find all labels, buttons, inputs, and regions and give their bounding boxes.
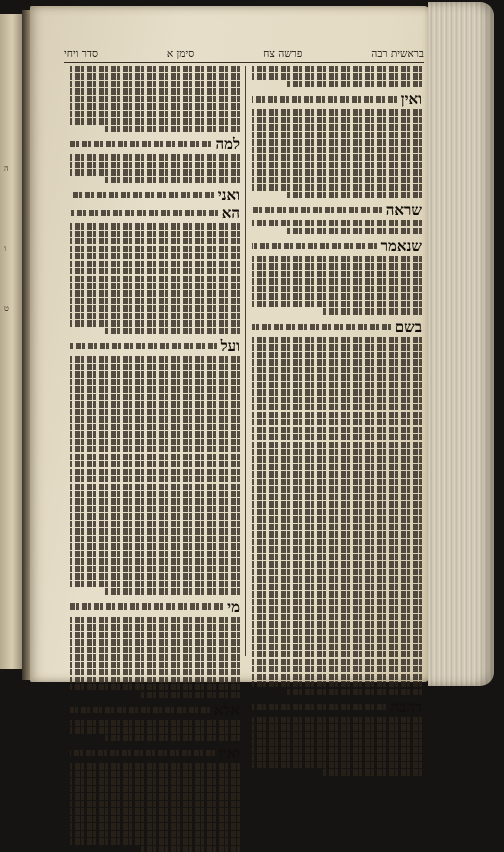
lemma-heading: ואני (217, 186, 240, 205)
column-divider (245, 66, 246, 656)
text-block (70, 154, 240, 183)
margin-mark: ט (4, 304, 9, 313)
lemma-row (252, 202, 422, 218)
lemma-heading: בשם (394, 317, 422, 336)
text-block (252, 256, 422, 315)
text-block (70, 617, 240, 698)
text-block (252, 66, 422, 87)
running-header (64, 46, 424, 63)
text-block (70, 763, 240, 852)
lemma-row (252, 319, 422, 335)
text-block (70, 223, 240, 334)
margin-mark: ה (4, 164, 9, 173)
text-block (70, 356, 240, 594)
lemma-heading: ועל (220, 337, 240, 356)
text-block (252, 337, 422, 695)
lemma-heading: שנאמר (380, 236, 422, 255)
lemma-heading: למה (215, 135, 240, 154)
text-block (252, 717, 422, 776)
text-block (252, 220, 422, 234)
book-fore-edge (428, 2, 494, 686)
header-parasha: פרשה צח (263, 48, 303, 60)
previous-page-edge (0, 14, 24, 669)
lemma-row (70, 599, 240, 615)
margin-mark: ו (4, 244, 7, 253)
lemma-row (70, 745, 240, 761)
text-block (252, 109, 422, 198)
lemma-heading: אלא (213, 700, 240, 719)
header-siman: סימן א (166, 48, 195, 60)
lemma-row (70, 702, 240, 718)
lemma-row (70, 136, 240, 152)
header-seder: סדר ויחי (64, 48, 98, 60)
book-page (30, 6, 430, 763)
lemma-heading: ואין (400, 90, 422, 109)
lemma-heading: שראה (385, 201, 422, 220)
lemma-heading: הא (221, 204, 240, 223)
lemma-row (70, 338, 240, 354)
lemma-row (70, 205, 240, 221)
lemma-row (252, 699, 422, 715)
lemma-row (70, 187, 240, 203)
text-column-left (70, 66, 240, 763)
lemma-heading: דהבה (390, 697, 422, 716)
text-column-right (252, 66, 422, 716)
text-block (70, 66, 240, 132)
text-block (70, 720, 240, 741)
lemma-row (252, 91, 422, 107)
header-book-title: בראשית רבה (371, 48, 424, 60)
lemma-heading: ואין (218, 744, 240, 763)
lemma-row (252, 238, 422, 254)
lemma-heading: מי (227, 597, 240, 616)
